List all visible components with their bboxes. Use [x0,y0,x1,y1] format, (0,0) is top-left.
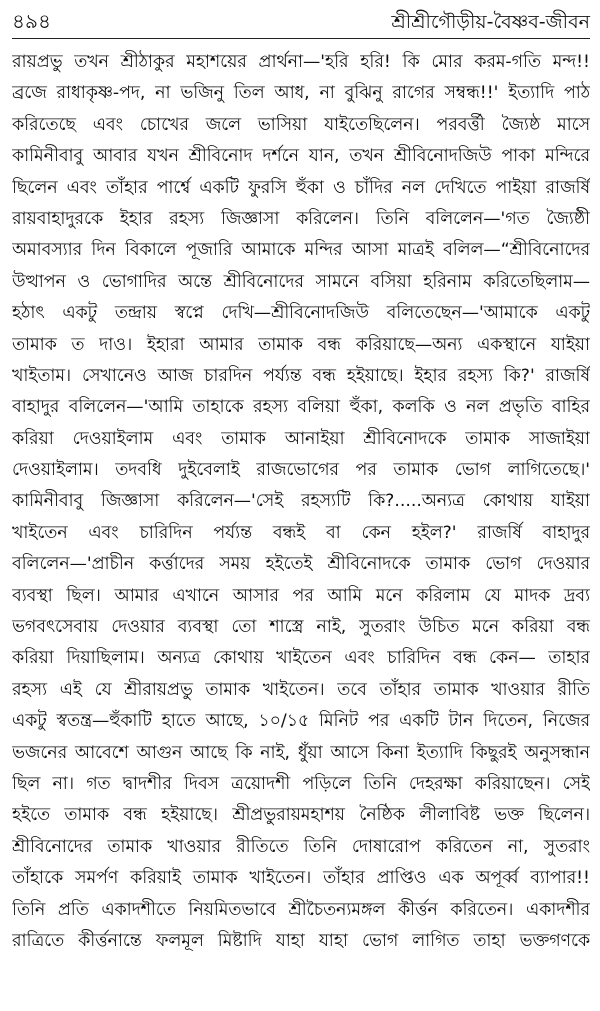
text-line: তিনি প্রতি একাদশীতে নিয়মিতভাবে শ্রীচৈতন্যমঙ্গল কীর্ত্তন করিতেন। একাদশীর [12,899,590,920]
text-line: রায়বাহাদুরকে ইহার রহস্য জিজ্ঞাসা করিলেন। তিনি বলিলেন—'গত জ্যৈষ্ঠী [12,208,590,229]
text-line: হঠাৎ একটু তন্দ্রায় স্বপ্নে দেখি—শ্রীবিনোদজিউ বলিতেছেন—'আমাকে একটু [12,303,590,324]
text-line: তামাক ত দাও। ইহারা আমার তামাক বন্ধ করিয়াছে—অন্য একস্থানে যাইয়া [12,334,590,355]
text-line: খাইতাম। সেখানেও আজ চারদিন পর্য্যন্ত বন্ধ হইয়াছে। ইহার রহস্য কি?' রাজর্ষি [12,365,590,386]
text-line: কামিনীবাবু আবার যখন শ্রীবিনোদ দর্শনে যান, তখন শ্রীবিনোদজিউ পাকা মন্দিরে [12,146,590,167]
text-line: ব্যবস্থা ছিল। আমার এখানে আসার পর আমি মনে করিলাম যে মাদক দ্রব্য [12,585,590,606]
running-title: শ্রীশ্রীগৌড়ীয়-বৈষ্ণব-জীবন [391,11,590,33]
text-line: রহস্য এই যে শ্রীরায়প্রভু তামাক খাইতেন। তবে তাঁহার তামাক খাওয়ার রীতি [12,679,590,700]
text-line: দেওয়াইলাম। তদবধি দুইবেলাই রাজভোগের পর তামাক ভোগ লাগিতেছে।' [12,460,590,481]
text-line: ভগবৎসেবায় দেওয়ার ব্যবস্থা তো শাস্ত্রে নাই, সুতরাং উচিত মনে করিয়া বন্ধ [12,617,590,638]
text-line: কামিনীবাবু জিজ্ঞাসা করিলেন—'সেই রহস্যটি কি?.....অন্যত্র কোথায় যাইয়া [12,491,590,512]
text-line: উত্থাপন ও ভোগাদির অন্তে শ্রীবিনোদের সামনে বসিয়া হরিনাম করিতেছিলাম— [12,271,590,292]
text-line: অমাবস্যার দিন বিকালে পূজারি আমাকে মন্দির আসা মাত্রই বলিল—“শ্রীবিনোদের [12,240,590,261]
page-number: ৪৯৪ [12,9,51,33]
text-line: করিতেছে এবং চোখের জলে ভাসিয়া যাইতেছিলেন। পরবর্ত্তী জ্যৈষ্ঠ মাসে [12,114,590,135]
text-line: করিয়া দিয়াছিলাম। অন্যত্র কোথায় খাইতেন এবং চারিদিন বন্ধ কেন— তাহার [12,648,590,669]
text-line: শ্রীবিনোদের তামাক খাওয়ার রীতিতে তিনি দোষারোপ করিতেন না, সুতরাং [12,836,590,857]
text-line: খাইতেন এবং চারিদিন পর্য্যন্ত বন্ধই বা কেন হইল?' রাজর্ষি বাহাদুর [12,522,590,543]
text-line: ভজনের আবেশে আগুন আছে কি নাই, ধুঁয়া আসে কিনা ইত্যাদি কিছুরই অনুসন্ধান [12,742,590,763]
text-line: করিয়া দেওয়াইলাম এবং তামাক আনাইয়া শ্রীবিনোদকে তামাক সাজাইয়া [12,428,590,449]
text-line: রায়প্রভু তখন শ্রীঠাকুর মহাশয়ের প্রার্থনা—'হরি হরি! কি মোর করম-গতি মন্দ!! [12,52,590,72]
text-line: তাঁহাকে সমর্পণ করিয়াই তামাক খাইতেন। তাঁহার প্রাপ্তিও এক অপূর্ব্ব ব্যাপার!! [12,868,590,889]
text-line: হইতে তামাক বন্ধ হইয়াছে। শ্রীপ্রভুরায়মহাশয় নৈষ্ঠিক লীলাবিষ্ট ভক্ত ছিলেন। [12,805,590,826]
running-header [12,4,590,39]
text-line: ছিলেন এবং তাঁহার পার্শ্বে একটি ফুরসি হুঁকা ও চাঁদির নল দেখিতে পাইয়া রাজর্ষি [12,177,590,198]
text-line: ছিল না। গত দ্বাদশীর দিবস ত্রয়োদশী পড়িলে তিনি দেহরক্ষা করিয়াছেন। সেই [12,773,590,794]
text-line: একটু স্বতন্ত্র—হুঁকাটি হাতে আছে, ১০/১৫ মিনিট পর একটি টান দিতেন, নিজের [12,711,590,732]
text-line: ব্রজে রাধাকৃষ্ণ-পদ, না ভজিনু তিল আধ, না বুঝিনু রাগের সম্বন্ধ!!' ইত্যাদি পাঠ [12,83,590,104]
text-line: বাহাদুর বলিলেন—'আমি তাহাকে রহস্য বলিয়া হুঁকা, কলকি ও নল প্রভৃতি বাহির [12,397,590,418]
text-line: বলিলেন—'প্রাচীন কর্ত্তাদের সময় হইতেই শ্রীবিনোদকে তামাক ভোগ দেওয়ার [12,554,590,575]
text-line: রাত্রিতে কীর্ত্তনান্তে ফলমূল মিষ্টাদি যাহা যাহা ভোগ লাগিত তাহা ভক্তগণকে [12,930,590,951]
body-text [12,47,590,957]
